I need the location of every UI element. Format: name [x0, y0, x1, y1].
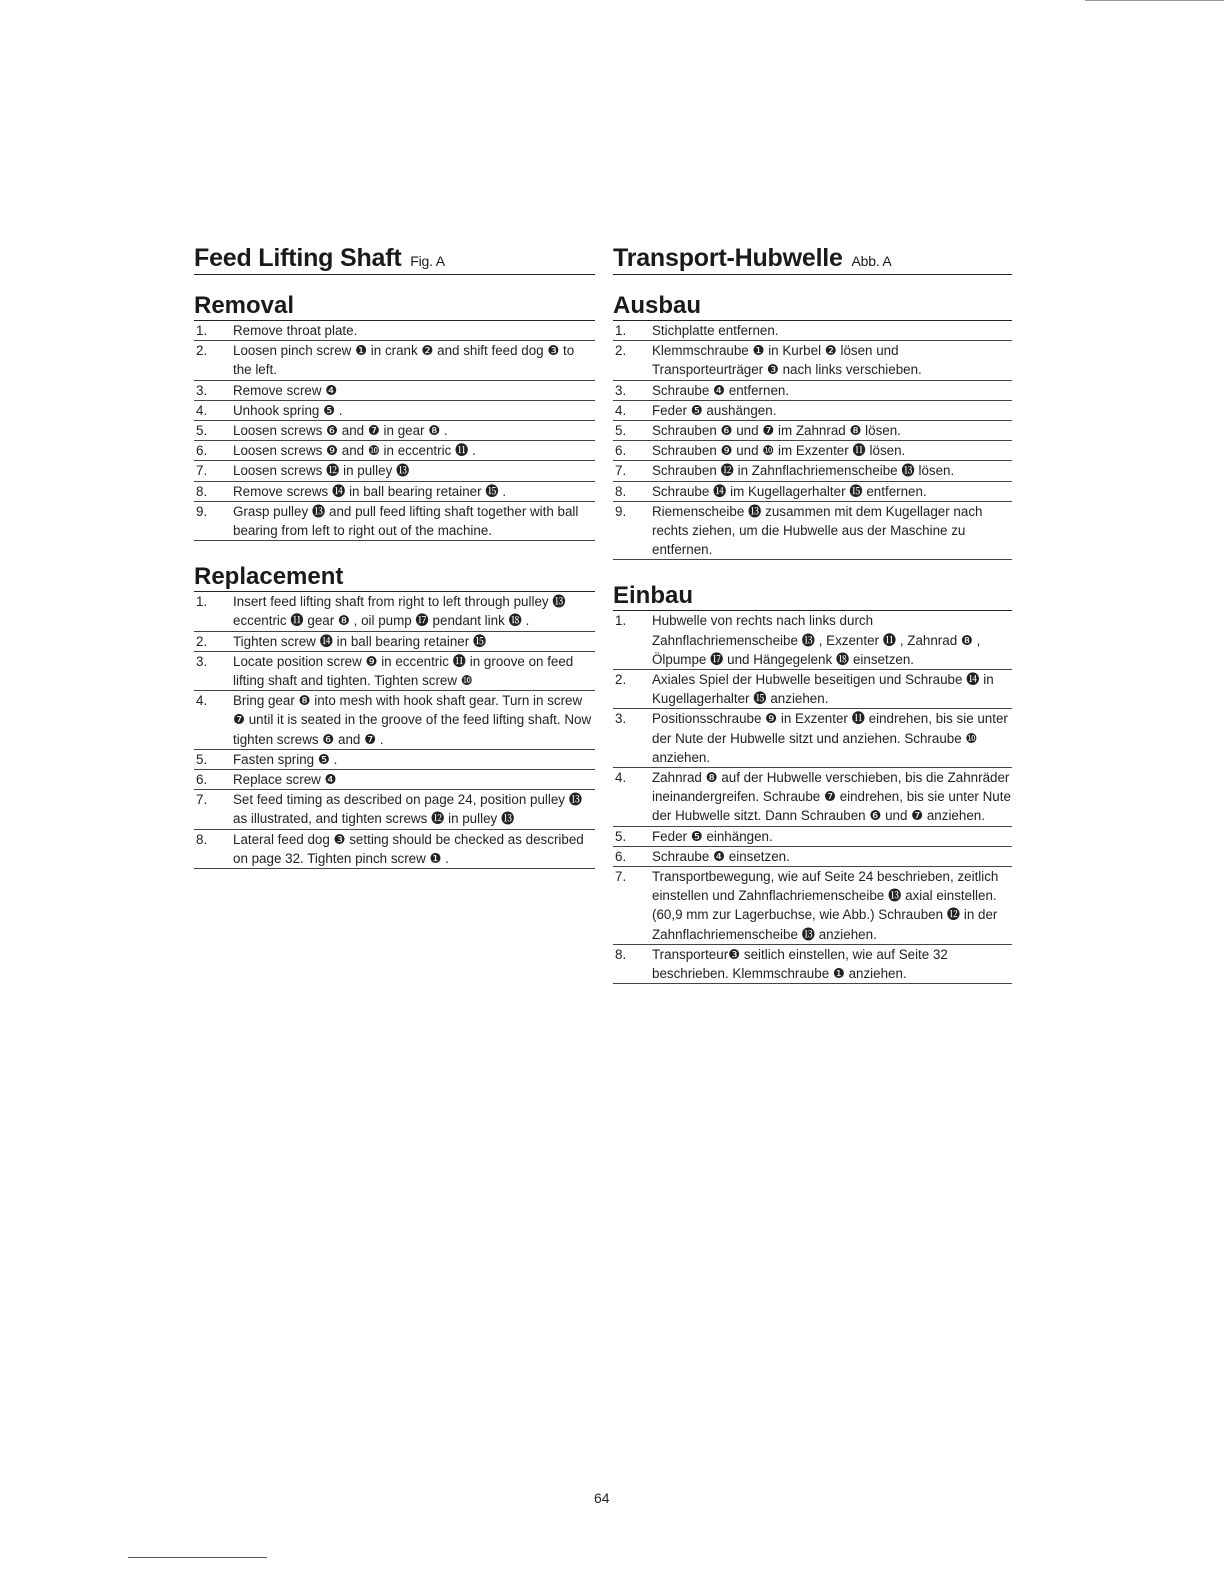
- step-number: 6.: [196, 443, 208, 459]
- removal-steps: [194, 321, 595, 541]
- step-number: 6.: [196, 772, 208, 788]
- list-item: [194, 502, 595, 541]
- list-item: [194, 770, 595, 790]
- list-item: [194, 482, 595, 502]
- step-number: 1.: [196, 594, 208, 610]
- step-text: Zahnrad ❽ auf der Hubwelle verschieben, bis die Zahnräder ineinandergreifen. Schraube ❼ eindrehen, bis sie unter Nute der Hubwelle sitzt. Dann Schrauben ❻ und ❼ anziehen.: [652, 770, 1011, 824]
- step-number: 5.: [196, 423, 208, 439]
- list-item: [613, 867, 1012, 945]
- step-number: 4.: [196, 693, 208, 709]
- page-number: 64: [594, 1490, 610, 1506]
- step-number: 3.: [196, 382, 208, 398]
- title-text: Feed Lifting Shaft: [194, 244, 402, 272]
- list-item: [194, 592, 595, 631]
- list-item: [613, 827, 1012, 847]
- figure-reference: Abb. A: [851, 253, 892, 269]
- step-number: 8.: [615, 946, 627, 962]
- step-number: 5.: [615, 423, 627, 439]
- english-column: [194, 243, 595, 869]
- step-text: Replace screw ❹: [233, 772, 337, 788]
- list-item: [194, 750, 595, 770]
- step-number: 9.: [615, 503, 627, 519]
- figure-reference: Fig. A: [410, 253, 445, 269]
- step-number: 4.: [615, 402, 627, 418]
- step-text: Loosen screws ⓬ in pulley ⓭: [233, 463, 410, 479]
- step-text: Positionsschraube ❾ in Exzenter ⓫ eindrehen, bis sie unter der Nute der Hubwelle sitzt und anziehen. Schraube ❿ anziehen.: [652, 711, 1008, 765]
- step-number: 1.: [615, 613, 627, 629]
- step-text: Remove throat plate.: [233, 323, 358, 338]
- step-text: Transportbewegung, wie auf Seite 24 beschrieben, zeitlich einstellen und Zahnflachriemenscheibe ⓭ axial einstellen. (60,9 mm zur Lagerbuchse, wie Abb.) Schrauben ⓬ in der Zahnflachriemenscheibe ⓭ anziehen.: [652, 869, 999, 942]
- step-number: 8.: [196, 831, 208, 847]
- step-text: Stichplatte entfernen.: [652, 323, 779, 338]
- list-item: [613, 945, 1012, 984]
- list-item: [613, 611, 1012, 670]
- list-item: [613, 401, 1012, 421]
- list-item: [613, 421, 1012, 441]
- step-text: Tighten screw ⓮ in ball bearing retainer ⓯: [233, 633, 487, 649]
- step-text: Schrauben ❾ und ❿ im Exzenter ⓫ lösen.: [652, 443, 906, 459]
- step-text: Hubwelle von rechts nach links durch Zahnflachriemenscheibe ⓭ , Exzenter ⓫ , Zahnrad ❽ , Ölpumpe ⓱ und Hängegelenk ⓲ einsetzen.: [652, 613, 981, 667]
- list-item: [613, 709, 1012, 768]
- step-number: 2.: [615, 343, 627, 359]
- list-item: [613, 341, 1012, 380]
- step-text: Loosen screws ❾ and ❿ in eccentric ⓫ .: [233, 443, 476, 459]
- step-number: 6.: [615, 848, 627, 864]
- step-text: Lateral feed dog ❸ setting should be checked as described on page 32. Tighten pinch screw ❶ .: [233, 831, 584, 866]
- list-item: [194, 461, 595, 481]
- step-number: 9.: [196, 503, 208, 519]
- list-item: [194, 441, 595, 461]
- step-number: 2.: [196, 343, 208, 359]
- step-text: Feder ❺ einhängen.: [652, 828, 773, 844]
- list-item: [613, 321, 1012, 341]
- list-item: [194, 691, 595, 750]
- list-item: [194, 421, 595, 441]
- step-text: Bring gear ❽ into mesh with hook shaft gear. Turn in screw ❼ until it is seated in the groove of the feed lifting shaft. Now tighten screws ❻ and ❼ .: [233, 693, 592, 747]
- step-text: Klemmschraube ❶ in Kurbel ❷ lösen und Transporteurträger ❸ nach links verschieben.: [652, 343, 922, 378]
- step-number: 4.: [615, 770, 627, 786]
- step-number: 6.: [615, 443, 627, 459]
- list-item: [194, 341, 595, 380]
- list-item: [194, 632, 595, 652]
- list-item: [613, 670, 1012, 709]
- step-text: Schraube ❹ entfernen.: [652, 382, 790, 398]
- page-title: [194, 243, 595, 275]
- list-item: [194, 321, 595, 341]
- step-text: Schraube ❹ einsetzen.: [652, 848, 790, 864]
- list-item: [194, 401, 595, 421]
- step-number: 2.: [615, 672, 627, 688]
- replacement-steps: [194, 592, 595, 869]
- step-number: 7.: [196, 792, 208, 808]
- step-text: Grasp pulley ⓭ and pull feed lifting shaft together with ball bearing from left to right out of the machine.: [233, 503, 579, 539]
- step-number: 7.: [615, 463, 627, 479]
- list-item: [194, 790, 595, 829]
- step-text: Schrauben ❻ und ❼ im Zahnrad ❽ lösen.: [652, 423, 901, 439]
- step-text: Fasten spring ❺ .: [233, 751, 338, 767]
- step-number: 3.: [615, 711, 627, 727]
- list-item: [613, 768, 1012, 827]
- step-text: Schraube ⓮ im Kugellagerhalter ⓯ entfernen.: [652, 483, 927, 499]
- step-number: 7.: [615, 869, 627, 885]
- step-number: 5.: [615, 828, 627, 844]
- step-text: Schrauben ⓬ in Zahnflachriemenscheibe ⓭ lösen.: [652, 463, 955, 479]
- step-text: Insert feed lifting shaft from right to left through pulley ⓭ eccentric ⓫ gear ❽ , oil pump ⓱ pendant link ⓲ .: [233, 594, 566, 629]
- list-item: [194, 381, 595, 401]
- step-number: 1.: [196, 323, 208, 338]
- step-text: Loosen pinch screw ❶ in crank ❷ and shift feed dog ❸ to the left.: [233, 343, 575, 378]
- replacement-heading: Einbau: [613, 582, 1012, 611]
- step-text: Remove screw ❹: [233, 382, 338, 398]
- step-number: 3.: [615, 382, 627, 398]
- step-text: Feder ❺ aushängen.: [652, 402, 777, 418]
- step-text: Locate position screw ❾ in eccentric ⓫ in groove on feed lifting shaft and tighten. Tighten screw ❿: [233, 653, 574, 689]
- step-number: 4.: [196, 402, 208, 418]
- list-item: [613, 381, 1012, 401]
- list-item: [194, 652, 595, 691]
- list-item: [613, 482, 1012, 502]
- step-text: Set feed timing as described on page 24, position pulley ⓭ as illustrated, and tighten screws ⓬ in pulley ⓭: [233, 792, 583, 827]
- step-text: Unhook spring ❺ .: [233, 402, 343, 418]
- step-number: 2.: [196, 633, 208, 649]
- step-text: Remove screws ⓮ in ball bearing retainer ⓯ .: [233, 483, 507, 499]
- list-item: [613, 847, 1012, 867]
- step-number: 8.: [615, 483, 627, 499]
- step-text: Axiales Spiel der Hubwelle beseitigen und Schraube ⓮ in Kugellagerhalter ⓯ anziehen.: [652, 672, 994, 707]
- step-text: Transporteur❸ seitlich einstellen, wie auf Seite 32 beschrieben. Klemmschraube ❶ anziehen.: [652, 946, 948, 982]
- removal-steps: [613, 321, 1012, 560]
- step-number: 8.: [196, 483, 208, 499]
- replacement-heading: Replacement: [194, 563, 595, 592]
- removal-heading: Removal: [194, 292, 595, 321]
- step-number: 3.: [196, 653, 208, 669]
- list-item: [613, 461, 1012, 481]
- step-text: Riemenscheibe ⓭ zusammen mit dem Kugellager nach rechts ziehen, um die Hubwelle aus der Maschine zu entfernen.: [652, 503, 983, 558]
- replacement-steps: [613, 611, 1012, 984]
- step-number: 1.: [615, 323, 627, 338]
- list-item: [613, 502, 1012, 561]
- list-item: [613, 441, 1012, 461]
- bottom-edge-rule: [128, 1557, 267, 1558]
- top-edge-rule: [1085, 0, 1224, 1]
- page-title-german: [613, 243, 1012, 275]
- step-text: Loosen screws ❻ and ❼ in gear ❽ .: [233, 423, 448, 439]
- german-column: [613, 243, 1012, 984]
- removal-heading: Ausbau: [613, 292, 1012, 321]
- list-item: [194, 830, 595, 869]
- step-number: 5.: [196, 751, 208, 767]
- step-number: 7.: [196, 463, 208, 479]
- title-text: Transport-Hubwelle: [613, 244, 843, 272]
